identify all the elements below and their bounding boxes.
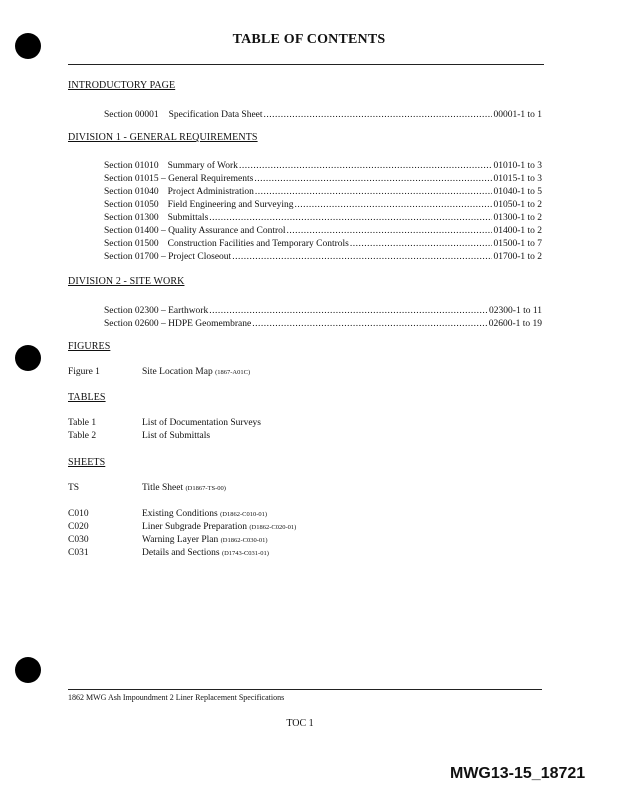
toc-pages: 02600-1 to 19 xyxy=(488,319,542,329)
figure-description xyxy=(142,367,250,377)
toc-section: Section 01500 xyxy=(104,239,159,249)
sheet-description xyxy=(142,535,268,545)
toc-leader xyxy=(209,306,488,316)
binder-hole-icon xyxy=(15,345,41,371)
toc-entry xyxy=(104,107,542,120)
sheet-id: TS xyxy=(68,483,80,493)
toc-pages: 01400-1 to 2 xyxy=(493,226,542,236)
table-description: List of Documentation Surveys xyxy=(142,418,261,428)
toc-entry xyxy=(104,197,542,210)
toc-leader xyxy=(264,110,493,120)
toc-description: Project Administration xyxy=(167,187,254,197)
toc-entry xyxy=(104,249,542,262)
toc-leader xyxy=(239,161,493,171)
toc-description: Summary of Work xyxy=(167,161,238,171)
heading-sheets: SHEETS xyxy=(68,457,106,468)
toc-leader xyxy=(254,174,492,184)
sheet-ref: (D1862-C020-01) xyxy=(249,524,297,531)
figure-ref: (1867-A01C) xyxy=(215,369,251,376)
footer-document-title: 1862 MWG Ash Impoundment 2 Liner Replacement Specifications xyxy=(68,693,285,702)
toc-section: Section 01040 xyxy=(104,187,159,197)
heading-division-1: DIVISION 1 - GENERAL REQUIREMENTS xyxy=(68,132,258,143)
sheet-title: Warning Layer Plan xyxy=(142,535,219,545)
toc-entry xyxy=(104,316,542,329)
title-divider xyxy=(68,64,544,65)
toc-leader xyxy=(209,213,492,223)
sheet-ref: (D1862-C030-01) xyxy=(220,537,268,544)
sheet-description xyxy=(142,522,296,532)
toc-pages: 02300-1 to 11 xyxy=(489,306,542,316)
figure-id: Figure 1 xyxy=(68,367,100,377)
heading-introductory: INTRODUCTORY PAGE xyxy=(68,80,176,91)
sheet-id: C030 xyxy=(68,535,89,545)
toc-pages: 01010-1 to 3 xyxy=(493,161,542,171)
sheet-description xyxy=(142,509,267,519)
toc-section: Section 01400 – Quality Assurance and Control xyxy=(104,226,286,236)
figure-title: Site Location Map xyxy=(142,367,213,377)
toc-pages: 01040-1 to 5 xyxy=(493,187,542,197)
toc-pages: 01050-1 to 2 xyxy=(493,200,542,210)
footer-divider xyxy=(68,689,542,690)
sheet-id: C010 xyxy=(68,509,89,519)
heading-tables: TABLES xyxy=(68,392,106,403)
toc-entry xyxy=(104,223,542,236)
toc-section: Section 02600 – HDPE Geomembrane xyxy=(104,319,252,329)
toc-pages: 01300-1 to 2 xyxy=(493,213,542,223)
toc-section: Section 01050 xyxy=(104,200,159,210)
toc-section: Section 01700 – Project Closeout xyxy=(104,252,232,262)
heading-figures: FIGURES xyxy=(68,341,111,352)
toc-entry xyxy=(104,210,542,223)
toc-leader xyxy=(350,239,493,249)
sheet-description xyxy=(142,483,226,493)
toc-entry xyxy=(104,184,542,197)
bates-stamp: MWG13-15_18721 xyxy=(450,765,586,782)
table-description: List of Submittals xyxy=(142,431,211,441)
sheet-title: Details and Sections xyxy=(142,548,220,558)
toc-leader xyxy=(287,226,493,236)
toc-leader xyxy=(232,252,492,262)
page-title: TABLE OF CONTENTS xyxy=(232,32,386,47)
toc-leader xyxy=(252,319,487,329)
toc-pages: 01015-1 to 3 xyxy=(493,174,542,184)
toc-section: Section 02300 – Earthwork xyxy=(104,306,209,316)
toc-entry xyxy=(104,236,542,249)
sheet-title: Existing Conditions xyxy=(142,509,218,519)
sheet-id: C020 xyxy=(68,522,89,532)
sheet-ref: (D1862-C010-01) xyxy=(220,511,268,518)
sheet-id: C031 xyxy=(68,548,89,558)
toc-description: Specification Data Sheet xyxy=(168,110,263,120)
toc-description: Construction Facilities and Temporary Controls xyxy=(167,239,349,249)
table-id: Table 2 xyxy=(68,431,97,441)
toc-section: Section 00001 xyxy=(104,110,159,120)
toc-section: Section 01015 – General Requirements xyxy=(104,174,254,184)
toc-description: Submittals xyxy=(167,213,209,223)
toc-section: Section 01300 xyxy=(104,213,159,223)
toc-entry xyxy=(104,303,542,316)
sheet-ref: (D1867-TS-00) xyxy=(185,485,226,492)
sheet-title: Liner Subgrade Preparation xyxy=(142,522,247,532)
toc-section: Section 01010 xyxy=(104,161,159,171)
toc-pages: 00001-1 to 1 xyxy=(493,110,542,120)
toc-pages: 01500-1 to 7 xyxy=(493,239,542,249)
page-number: TOC 1 xyxy=(286,718,314,729)
table-id: Table 1 xyxy=(68,418,97,428)
toc-pages: 01700-1 to 2 xyxy=(493,252,542,262)
toc-entry xyxy=(104,158,542,171)
toc-leader xyxy=(294,200,492,210)
binder-hole-icon xyxy=(15,657,41,683)
sheet-title: Title Sheet xyxy=(142,483,184,493)
sheet-description xyxy=(142,548,269,558)
sheet-ref: (D1743-C031-01) xyxy=(221,550,269,557)
toc-entry xyxy=(104,171,542,184)
heading-division-2: DIVISION 2 - SITE WORK xyxy=(68,276,185,287)
toc-leader xyxy=(255,187,493,197)
toc-description: Field Engineering and Surveying xyxy=(167,200,294,210)
